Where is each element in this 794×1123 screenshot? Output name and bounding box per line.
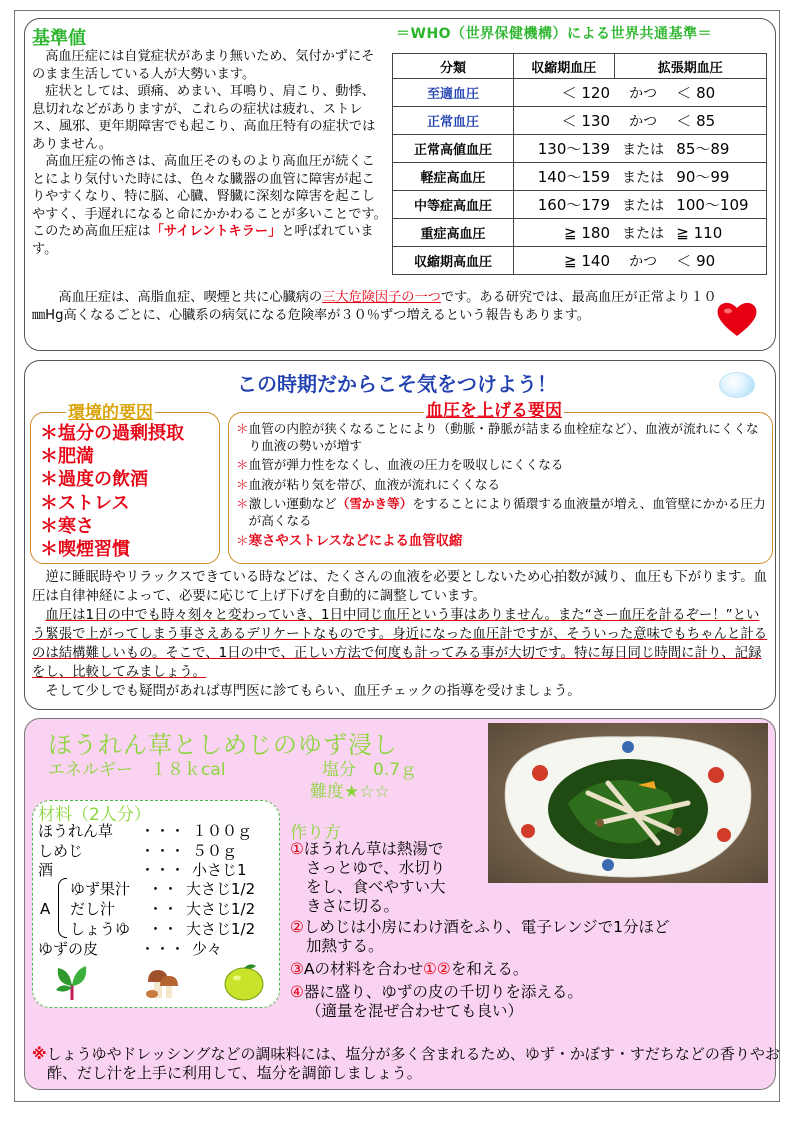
- yuzu-icon: [222, 962, 266, 1002]
- cause-text: 血管が弾力性をなくし、血液の圧力を吸収しにくくなる: [248, 457, 564, 473]
- systolic-cell: 130～139: [514, 135, 615, 163]
- step-number: ④: [290, 983, 304, 1001]
- step-1-line: きさに切る。: [306, 897, 400, 915]
- conjunction-cell: かつ: [614, 79, 672, 107]
- ingredient-dots: ・・: [148, 900, 179, 918]
- diastolic-cell: ≧ 110: [672, 219, 766, 247]
- step-text: Aの材料を合わせ: [303, 960, 424, 978]
- blood-pressure-causes-list: [236, 421, 766, 553]
- step-4-line: （適量を混ぜ合わせても良い）: [306, 1002, 524, 1020]
- diastolic-cell: ＜ 80: [672, 79, 766, 107]
- risk-factor-highlight: 三大危険因子の一つ: [322, 290, 441, 305]
- step-2: [290, 918, 670, 937]
- conjunction-cell: または: [614, 135, 672, 163]
- ingredient-name: しめじ: [38, 842, 84, 860]
- ingredient-dots: ・・: [148, 880, 179, 898]
- step-4: [290, 983, 583, 1002]
- caution-title: この時期だからこそ気をつけよう！: [237, 372, 557, 396]
- ingredient-row: [38, 861, 247, 880]
- category-cell: 収縮期高血圧: [393, 247, 514, 275]
- ingredients-title: 材料（2人分）: [38, 805, 151, 825]
- step-text: を和える。: [450, 960, 529, 978]
- ingredient-name: ゆずの皮: [38, 940, 99, 958]
- ingredient-amount: １００ｇ: [192, 822, 253, 840]
- list-item: ＊血液が粘り気を帯び、血液が流れにくくなる: [236, 476, 500, 492]
- category-cell: 軽症高血圧: [393, 163, 514, 191]
- note-mark: ※: [32, 1045, 47, 1063]
- ingredient-row: [70, 920, 255, 939]
- measurement-advice: 血圧は1日の中でも時々刻々と変わっていき、1日中同じ血圧という事はありません。また“さー血圧を計るぞー！”という緊張で上がってしまう事さえあるデリケートなものです。身近になった血圧計ですが、そういった意味でもちゃんと計るのは結構難しいもの。そこで、1日の中で、正しい方法で何度も計ってみる事が大切です。特に毎日同じ時間に計り、記録をし、比較してみましょう。: [32, 608, 768, 680]
- step-number: ①: [290, 840, 304, 858]
- list-item: ＊過度の飲酒: [40, 469, 148, 491]
- ingredient-amount: 大さじ1/2: [186, 900, 256, 918]
- conjunction-cell: または: [614, 219, 672, 247]
- explanation-paragraph-1: 逆に睡眠時やリラックスできている時などは、たくさんの血液を必要としないため心拍数が減り、血圧も下がります。血圧は自律神経によって、必要に応じて上げ下げを自動的に調整しています。: [32, 570, 768, 604]
- cause-text: 血管の内腔が狭くなることにより（動脈・静脈が詰まる血栓症など）、血液が流れにくくなり血液の勢いが増す: [248, 421, 759, 453]
- table-row: [393, 219, 767, 247]
- list-item: ＊血管が弾力性をなくし、血液の圧力を吸収しにくくなる: [236, 457, 564, 473]
- diastolic-cell: ＜ 85: [672, 107, 766, 135]
- step-1-line: さっとゆで、水切り: [306, 859, 446, 877]
- cause-text-emphasis: 寒さやストレスなどによる血管収縮: [248, 533, 463, 549]
- environmental-factors-list: [40, 422, 184, 561]
- ingredient-amount: 大さじ1/2: [186, 920, 256, 938]
- risk-text-b: です。ある研究では、最高血圧が正常より１０㎜Hg高くなるごとに、心臓系の病気になる危険率が３０％ずつ増えるという報告もあります。: [32, 290, 717, 323]
- list-item: ＊血管の内腔が狭くなることにより（動脈・静脈が詰まる血栓症など）、血液が流れにくくなり血液の勢いが増す: [236, 421, 759, 453]
- ingredient-row: [38, 842, 237, 861]
- step-2-line: 加熱する。: [306, 937, 384, 955]
- recipe-title: ほうれん草としめじのゆず浸し: [48, 731, 398, 759]
- list-item: ＊ストレス: [40, 492, 130, 514]
- ingredient-dots: ・・・: [140, 861, 186, 879]
- systolic-cell: ＜ 120: [514, 79, 615, 107]
- step-3: [290, 960, 528, 979]
- ingredient-amount: 少々: [192, 940, 223, 958]
- table-row: [393, 247, 767, 275]
- ingredient-name: だし汁: [70, 900, 116, 918]
- step-1: [290, 840, 443, 859]
- conjunction-cell: かつ: [614, 107, 672, 135]
- recipe-difficulty: 難度★☆☆: [310, 782, 390, 802]
- list-item: ＊塩分の過剰摂取: [40, 423, 184, 444]
- snow-shoveling-highlight: （雪かき等）: [336, 496, 413, 512]
- list-item: ＊寒さ: [40, 515, 94, 537]
- category-cell: 中等症高血圧: [393, 191, 514, 219]
- ingredient-row: [70, 900, 255, 919]
- section-title-standard: 基準値: [32, 28, 86, 49]
- spinach-icon: [52, 962, 94, 1002]
- systolic-cell: 140～159: [514, 163, 615, 191]
- table-row: [393, 191, 767, 219]
- ingredient-amount: 大さじ1/2: [186, 880, 256, 898]
- table-row: [393, 135, 767, 163]
- ingredient-name: ゆず果汁: [70, 880, 131, 898]
- list-item: ＊寒さやストレスなどによる血管収縮: [236, 532, 463, 549]
- ingredient-name: ほうれん草: [38, 822, 114, 840]
- ingredient-dots: ・・・: [140, 940, 186, 958]
- ingredient-name: 酒: [38, 861, 54, 879]
- explanation-paragraph-2: [32, 606, 768, 682]
- risk-text-a: 高血圧症は、高脂血症、喫煙と共に心臓病の: [58, 290, 323, 305]
- who-standard-title: ＝WHO（世界保健機構）による世界共通基準＝: [396, 26, 713, 42]
- systolic-cell: ＜ 130: [514, 107, 615, 135]
- systolic-cell: ≧ 140: [514, 247, 615, 275]
- table-row: [393, 79, 767, 107]
- ingredient-amount: ５０ｇ: [192, 842, 238, 860]
- dish-photo: [488, 723, 768, 883]
- table-header-row: [393, 54, 767, 79]
- conjunction-cell: かつ: [614, 247, 672, 275]
- list-item: ＊肥満: [40, 446, 94, 468]
- environmental-factors-title: 環境的要因: [66, 398, 155, 423]
- cause-text: 激しい運動など: [248, 496, 337, 512]
- recipe-energy: エネルギー １８ｋcal: [48, 760, 226, 780]
- ingredient-row: [70, 880, 255, 899]
- step-text: 器に盛り、ゆずの皮の千切りを添える。: [303, 983, 583, 1001]
- step-text: ほうれん草は熱湯で: [303, 840, 444, 858]
- step-reference: ①②: [423, 960, 451, 978]
- silent-killer-term: 「サイレントキラー」: [150, 224, 282, 239]
- step-text: しめじは小房にわけ酒をふり、電子レンジで1分ほど: [303, 918, 670, 936]
- intro-paragraph-1: 高血圧症には自覚症状があまり無いため、気付かずにそのまま生活している人が大勢います。: [32, 49, 375, 82]
- mushroom-icon: [140, 964, 182, 1002]
- table-header: 拡張期血圧: [614, 54, 767, 79]
- category-cell: 至適血圧: [393, 79, 514, 107]
- cause-text: をすることにより循環する血液量が増え、血管壁にかかる圧力が高くなる: [248, 496, 766, 528]
- intro-paragraph-3-text: 高血圧症の怖さは、高血圧そのものより高血圧が続くことにより気付いた時には、色々な臓器の血管に障害が起こりやすくなり、特に脳、心臓、腎臓に深刻な障害を起こしやすく、手遅れになると命にかかわることが多いことです。このため高血圧症は: [32, 154, 387, 239]
- explanation-paragraph-3: そして少しでも疑問があれば専門医に診てもらい、血圧チェックの指導を受けましょう。: [45, 684, 581, 699]
- diastolic-cell: ＜ 90: [672, 247, 766, 275]
- ingredient-row: [38, 822, 252, 841]
- steps-title: 作り方: [290, 823, 341, 843]
- ingredient-amount: 小さじ1: [192, 861, 247, 879]
- heart-icon: [715, 300, 759, 338]
- category-cell: 正常血圧: [393, 107, 514, 135]
- ingredient-dots: ・・: [148, 920, 179, 938]
- step-number: ③: [290, 960, 304, 978]
- diastolic-cell: 100～109: [672, 191, 766, 219]
- intro-paragraph-2: 症状としては、頭痛、めまい、耳鳴り、肩こり、動悸、息切れなどがありますが、これらの症状は疲れ、ストレス、風邪、更年期障害でも起こり、高血圧特有の症状ではありません。: [32, 84, 376, 152]
- intro-text: [32, 48, 387, 258]
- table-header: 収縮期血圧: [514, 54, 615, 79]
- step-1-line: をし、食べやすい大: [306, 878, 446, 896]
- diastolic-cell: 85～89: [672, 135, 766, 163]
- group-brace: [58, 878, 67, 938]
- recipe-salt: 塩分 0.7ｇ: [322, 760, 418, 780]
- salt-tip-note: [32, 1045, 782, 1083]
- blood-pressure-explanation: [32, 568, 768, 701]
- note-text: しょうゆやドレッシングなどの調味料には、塩分が多く含まれるため、ゆず・かぼす・すだちなどの香りやお酢、だし汁を上手に利用して、塩分を調節しましょう。: [46, 1045, 780, 1082]
- table-row: [393, 107, 767, 135]
- diastolic-cell: 90～99: [672, 163, 766, 191]
- intro-paragraph-3: [32, 153, 387, 258]
- ingredient-row: [38, 940, 222, 959]
- water-drop-icon: [719, 372, 755, 398]
- ingredient-name: しょうゆ: [70, 920, 131, 938]
- intro-paragraph-3-end: と呼ばれています。: [32, 224, 374, 257]
- group-label: A: [40, 900, 51, 918]
- table-header: 分類: [393, 54, 514, 79]
- ingredient-dots: ・・・: [140, 842, 186, 860]
- systolic-cell: ≧ 180: [514, 219, 615, 247]
- conjunction-cell: または: [614, 191, 672, 219]
- list-item: ＊激しい運動など（雪かき等）をすることにより循環する血液量が増え、血管壁にかかる圧力が高くなる: [236, 496, 766, 528]
- systolic-cell: 160～179: [514, 191, 615, 219]
- blood-pressure-causes-title: 血圧を上げる要因: [424, 396, 564, 421]
- table-row: [393, 163, 767, 191]
- ingredient-dots: ・・・: [140, 822, 186, 840]
- risk-factor-paragraph: [32, 289, 722, 324]
- category-cell: 重症高血圧: [393, 219, 514, 247]
- list-item: ＊喫煙習慣: [40, 539, 130, 561]
- blood-pressure-table: [392, 53, 767, 275]
- cause-text: 血液が粘り気を帯び、血液が流れにくくなる: [248, 476, 500, 492]
- conjunction-cell: または: [614, 163, 672, 191]
- step-number: ②: [290, 918, 304, 936]
- category-cell: 正常高値血圧: [393, 135, 514, 163]
